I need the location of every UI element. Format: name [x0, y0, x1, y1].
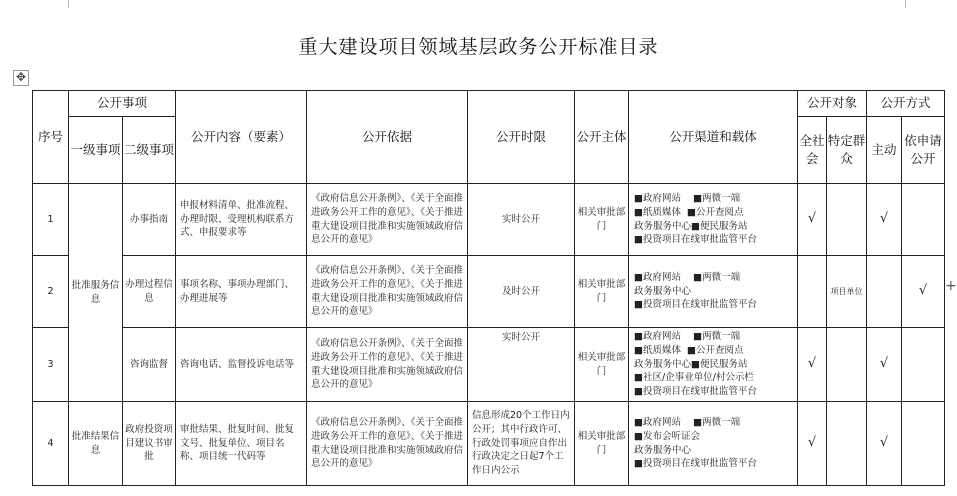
channel-cell — [629, 328, 798, 402]
basis-cell: 《政府信息公开条例》、《关于全面推进政务公开工作的意见》、《关于推进重大建设项目批准和实施领域政府信息公开的意见》 — [307, 184, 468, 256]
subject-cell: 相关审批部门 — [575, 184, 629, 256]
table-row — [33, 402, 945, 486]
header-on-request: 依申请公开 — [902, 117, 945, 184]
content-cell: 申报材料清单、批准流程、办理时限、受理机构联系方式、申报要求等 — [176, 184, 307, 256]
header-content: 公开内容（要素） — [176, 91, 307, 184]
channel-line: 政务服务中心 — [634, 285, 692, 297]
time-cell: 信息形成20个工作日内公开；其中行政许可、行政处罚事项应自作出行政决定之日起7个工作日内公示 — [468, 402, 575, 486]
channel-line: ■投资项目在线审批监管平台 — [634, 299, 757, 311]
table-move-icon[interactable]: ✥ — [13, 70, 29, 86]
header-item-group: 公开事项 — [69, 91, 176, 117]
level1-cell: 批准服务信息 — [69, 184, 123, 402]
active-check: √ — [867, 402, 902, 486]
whole-society-check: √ — [798, 328, 827, 402]
channel-line: ■社区/企事业单位/村公示栏 — [634, 372, 754, 384]
table-row — [33, 184, 945, 256]
level2-cell: 咨询监督 — [123, 328, 176, 402]
basis-cell: 《政府信息公开条例》、《关于全面推进政务公开工作的意见》、《关于推进重大建设项目批准和实施领域政府信息公开的意见》 — [307, 256, 468, 328]
channel-line: ■纸质媒体 ■公开查阅点 — [634, 206, 744, 218]
channel-line: ■投资项目在线审批监管平台 — [634, 386, 757, 398]
whole-society-check: √ — [798, 402, 827, 486]
level2-cell: 办事指南 — [123, 184, 176, 256]
channel-line: 政务服务中心 — [634, 444, 692, 456]
active-check: √ — [867, 184, 902, 256]
channel-line: ■发布会听证会 — [634, 430, 700, 442]
header-basis: 公开依据 — [307, 91, 468, 184]
basis-cell: 《政府信息公开条例》、《关于全面推进政务公开工作的意见》、《关于推进重大建设项目批准和实施领域政府信息公开的意见》 — [307, 328, 468, 402]
specific-group-cell — [827, 328, 867, 402]
header-target-group: 公开对象 — [798, 91, 867, 117]
channel-line: ■投资项目在线审批监管平台 — [634, 458, 757, 470]
page-corner-mark-right — [905, 0, 906, 8]
level2-cell: 政府投资项目建议书审批 — [123, 402, 176, 486]
header-index: 序号 — [33, 91, 69, 184]
channel-line: ■纸质媒体 ■公开查阅点 — [634, 344, 744, 356]
channel-cell — [629, 256, 798, 328]
channel-line: 政务服务中心■便民服务站 — [634, 220, 748, 232]
channel-cell — [629, 402, 798, 486]
specific-group-cell: 项目单位 — [827, 256, 867, 328]
header-channel: 公开渠道和载体 — [629, 91, 798, 184]
header-row-1 — [33, 91, 945, 117]
time-cell: 及时公开 — [468, 256, 575, 328]
table-row — [33, 328, 945, 402]
channel-line: ■政府网站 ■两微一端 — [634, 416, 741, 428]
subject-cell: 相关审批部门 — [575, 328, 629, 402]
row-index: 2 — [33, 256, 69, 328]
row-index: 3 — [33, 328, 69, 402]
add-column-icon[interactable]: + — [945, 278, 957, 294]
subject-cell: 相关审批部门 — [575, 256, 629, 328]
level1-cell: 批准结果信息 — [69, 402, 123, 486]
channel-line: 政务服务中心■便民服务站 — [634, 358, 748, 370]
subject-cell: 相关审批部门 — [575, 402, 629, 486]
on-request-check: √ — [902, 256, 945, 328]
page-title: 重大建设项目领域基层政务公开标准目录 — [298, 36, 659, 58]
header-whole-society: 全社会 — [798, 117, 827, 184]
catalog-table — [32, 90, 945, 486]
row-index: 1 — [33, 184, 69, 256]
active-check — [867, 256, 902, 328]
specific-group-cell — [827, 184, 867, 256]
row-index: 4 — [33, 402, 69, 486]
channel-cell — [629, 184, 798, 256]
channel-line: ■政府网站 ■两微一端 — [634, 331, 741, 343]
header-time: 公开时限 — [468, 91, 575, 184]
header-specific-group: 特定群众 — [827, 117, 867, 184]
time-cell: 实时公开 — [468, 184, 575, 256]
on-request-check — [902, 184, 945, 256]
specific-group-cell — [827, 402, 867, 486]
header-active: 主动 — [867, 117, 902, 184]
active-check: √ — [867, 328, 902, 402]
channel-line: ■政府网站 ■两微一端 — [634, 271, 741, 283]
channel-line: ■政府网站 ■两微一端 — [634, 192, 741, 204]
level2-cell: 办理过程信息 — [123, 256, 176, 328]
time-cell: 实时公开 — [468, 328, 575, 402]
whole-society-check: √ — [798, 184, 827, 256]
page-corner-mark-left — [68, 0, 69, 8]
on-request-check — [902, 402, 945, 486]
on-request-check — [902, 328, 945, 402]
header-subject: 公开主体 — [575, 91, 629, 184]
header-level1: 一级事项 — [69, 117, 123, 184]
content-cell: 事项名称、事项办理部门、办理进展等 — [176, 256, 307, 328]
channel-line: ■投资项目在线审批监管平台 — [634, 234, 757, 246]
content-cell: 咨询电话、监督投诉电话等 — [176, 328, 307, 402]
whole-society-check — [798, 256, 827, 328]
table-row — [33, 256, 945, 328]
header-mode-group: 公开方式 — [867, 91, 945, 117]
header-level2: 二级事项 — [123, 117, 176, 184]
basis-cell: 《政府信息公开条例》、《关于全面推进政务公开工作的意见》、《关于推进重大建设项目批准和实施领域政府信息公开的意见》 — [307, 402, 468, 486]
content-cell: 审批结果、批复时间、批复文号、批复单位、项目名称、项目统一代码等 — [176, 402, 307, 486]
